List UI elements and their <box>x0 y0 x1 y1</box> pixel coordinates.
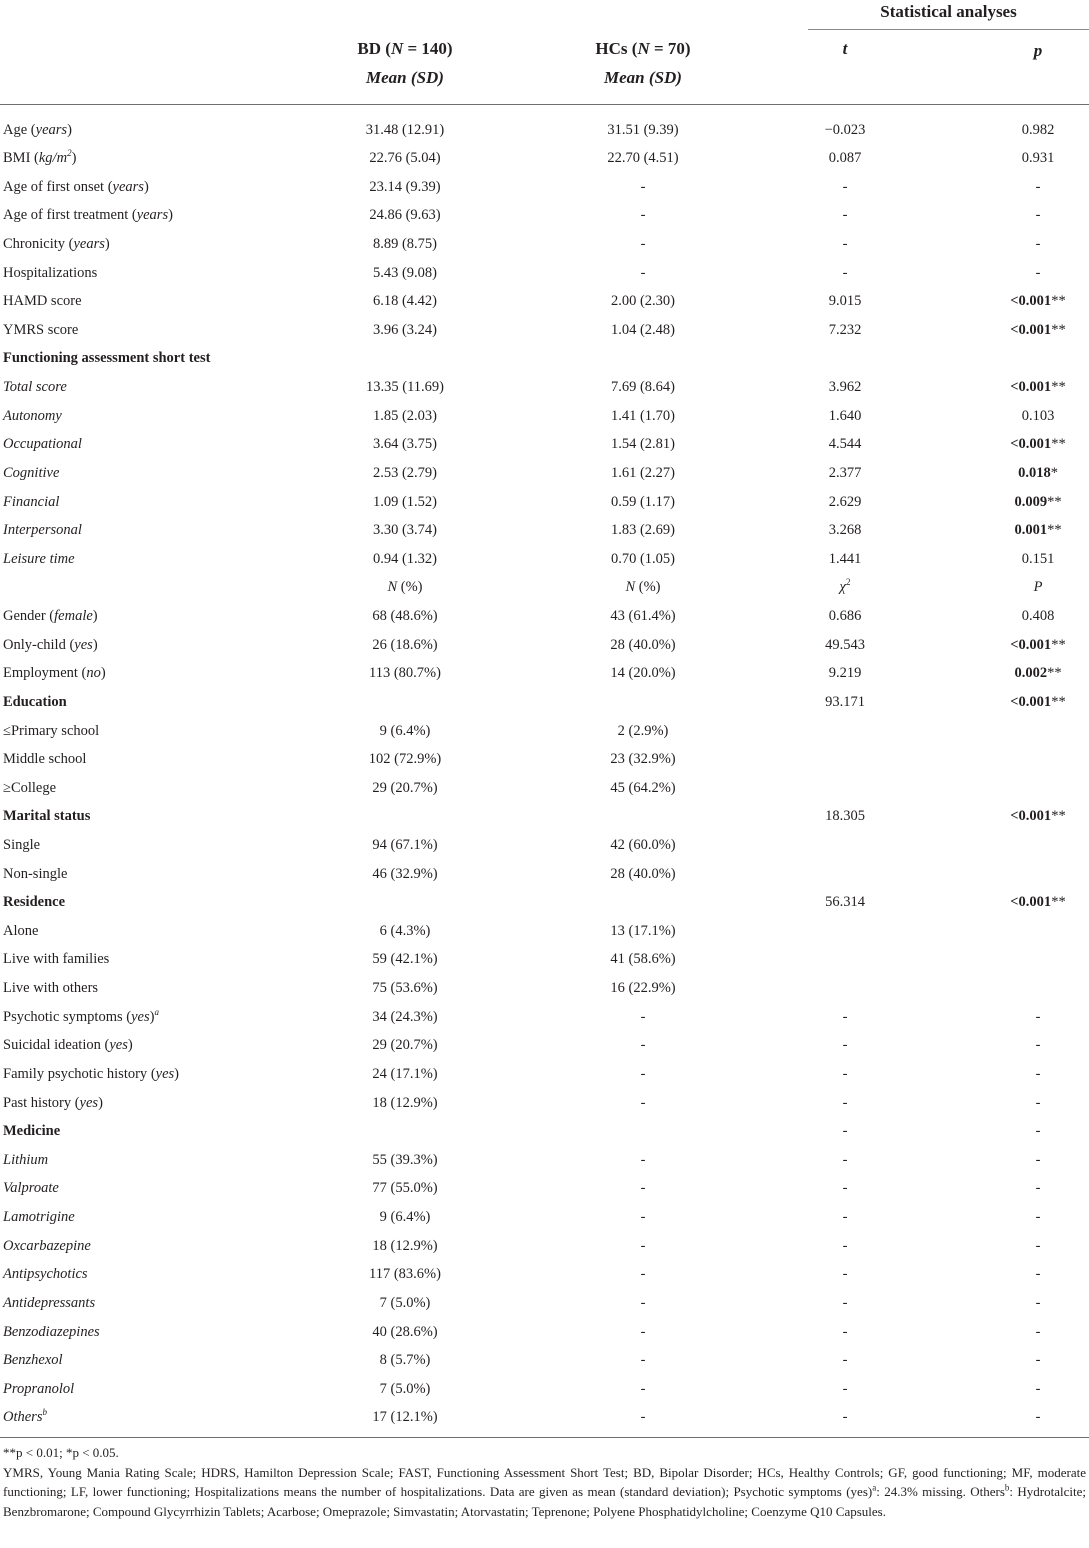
t-value: - <box>842 235 848 252</box>
p-value: 0.103 <box>1021 407 1055 424</box>
t-value: - <box>842 1409 848 1426</box>
t-value: 56.314 <box>825 894 865 911</box>
t-value: 2.629 <box>828 493 862 510</box>
bd-value: N (%) <box>387 579 423 596</box>
table-row <box>0 430 1089 459</box>
row-label: Antidepressants <box>3 1294 96 1311</box>
t-value: - <box>842 1065 848 1082</box>
hc-value: 1.54 (2.81) <box>610 436 676 453</box>
subheader-row <box>0 573 1089 602</box>
hc-value: - <box>640 264 646 281</box>
p-value: - <box>1035 1237 1041 1254</box>
row-label: Psychotic symptoms (yes)$^a$ <box>3 1006 159 1025</box>
t-value: - <box>842 1151 848 1168</box>
bd-column-header: BD (N = 140) Mean (SD) <box>357 39 453 87</box>
bd-value: 13.35 (11.69) <box>366 379 444 396</box>
row-label: Alone <box>3 922 39 939</box>
table-row <box>0 201 1089 230</box>
t-value: - <box>842 1209 848 1226</box>
hc-value: 16 (22.9%) <box>610 980 676 997</box>
table-row <box>0 1260 1089 1289</box>
p-value: - <box>1035 1380 1041 1397</box>
bd-value: 7 (5.0%) <box>379 1294 431 1311</box>
row-label: Live with others <box>3 980 99 997</box>
section-row <box>0 1117 1089 1146</box>
hc-value: - <box>640 1008 646 1025</box>
hc-value: 41 (58.6%) <box>610 951 676 968</box>
hc-value: 43 (61.4%) <box>610 608 676 625</box>
row-label: Occupational <box>3 436 82 453</box>
bd-value: 94 (67.1%) <box>372 837 438 853</box>
header-group-rule <box>808 29 1089 30</box>
row-label: Lamotrigine <box>3 1209 75 1226</box>
bd-value: 3.30 (3.74) <box>372 522 438 539</box>
t-value: 3.268 <box>828 522 862 539</box>
p-value: <0.001** <box>1010 636 1066 653</box>
bd-value: 29 (20.7%) <box>372 1037 438 1054</box>
hc-value: 1.61 (2.27) <box>610 464 676 481</box>
t-value: - <box>842 264 848 281</box>
p-value: 0.009** <box>1014 493 1062 510</box>
section-row <box>0 344 1089 373</box>
t-value: - <box>842 178 848 195</box>
p-value: <0.001** <box>1010 693 1066 710</box>
table-row <box>0 1403 1089 1432</box>
p-value: - <box>1035 1409 1041 1426</box>
table-row <box>0 1060 1089 1089</box>
row-label: ≥College <box>3 779 57 796</box>
row-label: Middle school <box>3 751 87 768</box>
row-label: Age of first onset (years) <box>3 178 149 195</box>
table-row <box>0 488 1089 517</box>
row-label: Autonomy <box>3 407 62 424</box>
t-value: 93.171 <box>825 693 865 710</box>
bd-value: 75 (53.6%) <box>372 980 438 997</box>
t-value: - <box>842 1037 848 1054</box>
bd-value: 1.09 (1.52) <box>372 493 438 510</box>
hc-value: 45 (64.2%) <box>610 779 676 796</box>
table-row <box>0 230 1089 259</box>
t-value: 9.219 <box>828 665 862 682</box>
table-row <box>0 745 1089 774</box>
p-value: - <box>1035 1094 1041 1111</box>
row-label: Benzodiazepines <box>3 1323 100 1340</box>
p-value: - <box>1035 264 1041 281</box>
p-value: <0.001** <box>1010 436 1066 453</box>
row-label: Marital status <box>3 808 91 825</box>
table-row <box>0 402 1089 431</box>
t-value: $\chi^2$ <box>839 577 851 596</box>
table-row <box>0 316 1089 345</box>
bd-value: 6 (4.3%) <box>379 922 431 939</box>
p-value: <0.001** <box>1010 379 1066 396</box>
table-row <box>0 602 1089 631</box>
table-row <box>0 945 1089 974</box>
p-value: 0.002** <box>1014 665 1062 682</box>
table-row <box>0 545 1089 574</box>
bd-value: 34 (24.3%) <box>372 1008 438 1025</box>
row-label: Propranolol <box>3 1380 75 1397</box>
bd-value: 23.14 (9.39) <box>369 178 441 195</box>
table-row <box>0 1089 1089 1118</box>
t-value: 4.544 <box>828 436 862 453</box>
bd-value: 9 (6.4%) <box>379 722 431 739</box>
row-label: Chronicity (years) <box>3 235 110 252</box>
header-rule <box>0 104 1089 105</box>
table-row <box>0 259 1089 288</box>
bd-value: 102 (72.9%) <box>368 751 442 768</box>
t-value: - <box>842 1323 848 1340</box>
p-value: - <box>1035 1123 1041 1140</box>
table-row <box>0 1318 1089 1347</box>
bd-value: 17 (12.1%) <box>372 1409 438 1426</box>
statistical-analyses-header: Statistical analyses <box>880 2 1017 21</box>
table-row <box>0 631 1089 660</box>
hc-column-header: HCs (N = 70) Mean (SD) <box>595 39 691 87</box>
row-label: Financial <box>3 493 60 510</box>
t-value: - <box>842 1380 848 1397</box>
row-label: Education <box>3 693 67 710</box>
t-value: - <box>842 207 848 224</box>
hc-value: 14 (20.0%) <box>610 665 676 682</box>
t-value: 1.441 <box>828 550 862 567</box>
bd-value: 3.96 (3.24) <box>372 321 438 338</box>
p-value: - <box>1035 1294 1041 1311</box>
table-row <box>0 917 1089 946</box>
table-row <box>0 287 1089 316</box>
row-label: Lithium <box>3 1151 49 1168</box>
t-value: 0.087 <box>828 150 862 167</box>
p-column-header: p <box>1033 41 1043 60</box>
table-row <box>0 1003 1089 1032</box>
row-label: Gender (female) <box>3 608 98 625</box>
table-row <box>0 860 1089 889</box>
hc-value: 0.59 (1.17) <box>610 493 676 510</box>
bd-value: 24.86 (9.63) <box>369 207 441 224</box>
t-value: 2.377 <box>828 464 862 481</box>
hc-value: - <box>640 1352 646 1369</box>
table-row <box>0 116 1089 145</box>
bd-value: 31.48 (12.91) <box>365 121 445 138</box>
row-label: Age (years) <box>3 121 72 138</box>
row-label: Only-child (yes) <box>3 636 98 653</box>
bd-value: 59 (42.1%) <box>372 951 438 968</box>
table-notes <box>3 1443 1086 1521</box>
table-row <box>0 516 1089 545</box>
table-row <box>0 1203 1089 1232</box>
hc-value: 28 (40.0%) <box>610 636 676 653</box>
hc-value: 1.41 (1.70) <box>610 407 676 424</box>
hc-value: - <box>640 207 646 224</box>
row-label: Total score <box>3 379 67 396</box>
row-label: Residence <box>3 894 66 911</box>
bd-value: 8 (5.7%) <box>379 1352 431 1369</box>
hc-value: - <box>640 1409 646 1426</box>
bd-value: 46 (32.9%) <box>372 865 438 882</box>
t-value: - <box>842 1123 848 1140</box>
row-label: Suicidal ideation (yes) <box>3 1037 133 1054</box>
table-row <box>0 1232 1089 1261</box>
p-value: - <box>1035 1151 1041 1168</box>
bd-value: 18 (12.9%) <box>372 1237 438 1254</box>
p-value: <0.001** <box>1010 894 1066 911</box>
t-value: - <box>842 1008 848 1025</box>
row-label: HAMD score <box>3 293 82 310</box>
p-value: - <box>1035 178 1041 195</box>
table-row <box>0 1146 1089 1175</box>
p-value: - <box>1035 1352 1041 1369</box>
bd-value: 29 (20.7%) <box>372 779 438 796</box>
t-value: −0.023 <box>824 121 866 138</box>
table-row <box>0 1031 1089 1060</box>
t-value: - <box>842 1180 848 1197</box>
bd-value: 2.53 (2.79) <box>372 464 438 481</box>
hc-value: 7.69 (8.64) <box>610 379 676 396</box>
hc-value: 1.04 (2.48) <box>610 321 676 338</box>
t-value: 18.305 <box>825 808 865 825</box>
p-value: <0.001** <box>1010 808 1066 825</box>
p-value: - <box>1035 207 1041 224</box>
bd-value: 22.76 (5.04) <box>369 150 441 167</box>
hc-value: 28 (40.0%) <box>610 865 676 882</box>
row-label: Cognitive <box>3 464 60 481</box>
table-row <box>0 1346 1089 1375</box>
hc-value: 0.70 (1.05) <box>610 550 676 567</box>
hc-value: 31.51 (9.39) <box>607 121 679 138</box>
table-row <box>0 974 1089 1003</box>
section-row <box>0 802 1089 831</box>
p-value: - <box>1035 1180 1041 1197</box>
t-value: 49.543 <box>825 636 865 653</box>
bd-value: 24 (17.1%) <box>372 1065 438 1082</box>
bd-value: 18 (12.9%) <box>372 1094 438 1111</box>
t-value: - <box>842 1094 848 1111</box>
hc-value: 1.83 (2.69) <box>610 522 676 539</box>
p-value: <0.001** <box>1010 321 1066 338</box>
p-value: - <box>1035 1266 1041 1283</box>
bd-value: 9 (6.4%) <box>379 1209 431 1226</box>
t-value: 0.686 <box>828 608 862 625</box>
bd-value: 77 (55.0%) <box>372 1180 438 1197</box>
hc-value: - <box>640 1266 646 1283</box>
table-row <box>0 373 1089 402</box>
table-row <box>0 1375 1089 1404</box>
abbreviations-note: YMRS, Young Mania Rating Scale; HDRS, Hamilton Depression Scale; FAST, Functioning Assessment Short Test; BD, Bipolar Disorder; HCs, Healthy Controls; GF, good functioning; MF, moderate functioning; LF, lower functioning; Hospitalizations means the number of hospitalizations. Data are given as mean (standard deviation); Psychotic symptoms (yes)$^a$: 24.3% missing. Others$^b$: Hydrotalcite; Benzbromarone; Compound Glycyrrhizin Tablets; Acarbose; Omeprazole; Simvastatin; Atorvastatin; Teprenone; Polyene Phosphatidylcholine; Coenzyme Q10 Capsules. <box>3 1464 1087 1519</box>
p-value: 0.001** <box>1014 522 1062 539</box>
row-label: ≤Primary school <box>3 722 100 739</box>
hc-value: - <box>640 235 646 252</box>
hc-value: - <box>640 178 646 195</box>
table-row <box>0 717 1089 746</box>
row-label: Functioning assessment short test <box>3 350 211 367</box>
t-value: 1.640 <box>828 407 862 424</box>
row-label: Valproate <box>3 1180 59 1197</box>
row-label: Hospitalizations <box>3 264 98 281</box>
bottom-rule <box>0 1437 1089 1438</box>
row-label: Benzhexol <box>3 1352 63 1369</box>
p-value: 0.408 <box>1021 608 1055 625</box>
row-label: Antipsychotics <box>3 1266 88 1283</box>
bd-value: 7 (5.0%) <box>379 1380 431 1397</box>
row-label: Non-single <box>3 865 68 882</box>
t-value: 9.015 <box>828 293 862 310</box>
bd-value: 8.89 (8.75) <box>372 235 438 252</box>
bd-value: 68 (48.6%) <box>372 608 438 625</box>
p-value: P <box>1033 579 1043 596</box>
p-value: - <box>1035 1323 1041 1340</box>
p-value: - <box>1035 1065 1041 1082</box>
p-value: 0.151 <box>1021 550 1055 567</box>
p-value: - <box>1035 1209 1041 1226</box>
row-label: Age of first treatment (years) <box>3 207 173 224</box>
row-label: Others$^b$ <box>3 1407 47 1426</box>
significance-note: **p < 0.01; *p < 0.05. <box>3 1445 119 1460</box>
hc-value: - <box>640 1094 646 1111</box>
hc-value: - <box>640 1151 646 1168</box>
hc-value: 23 (32.9%) <box>610 751 676 768</box>
p-value: - <box>1035 1008 1041 1025</box>
hc-value: - <box>640 1380 646 1397</box>
hc-value: N (%) <box>625 579 661 596</box>
bd-value: 113 (80.7%) <box>369 665 441 682</box>
hc-value: - <box>640 1209 646 1226</box>
hc-value: - <box>640 1065 646 1082</box>
table-row <box>0 459 1089 488</box>
hc-value: - <box>640 1180 646 1197</box>
row-label: Leisure time <box>3 550 75 567</box>
bd-value: 6.18 (4.42) <box>372 293 438 310</box>
hc-value: - <box>640 1294 646 1311</box>
row-label: Employment (no) <box>3 665 106 682</box>
row-label: Medicine <box>3 1123 61 1140</box>
p-value: 0.931 <box>1021 150 1055 167</box>
hc-value: 2.00 (2.30) <box>610 293 676 310</box>
bd-value: 0.94 (1.32) <box>372 550 438 567</box>
row-label: YMRS score <box>3 321 79 338</box>
table-row <box>0 173 1089 202</box>
table-row <box>0 774 1089 803</box>
row-label: Interpersonal <box>3 522 82 539</box>
row-label: Oxcarbazepine <box>3 1237 91 1254</box>
row-label: Past history (yes) <box>3 1094 103 1111</box>
t-value: - <box>842 1352 848 1369</box>
bd-value: 3.64 (3.75) <box>372 436 438 453</box>
bd-value: 26 (18.6%) <box>372 636 438 653</box>
hc-value: 22.70 (4.51) <box>607 150 679 167</box>
p-value: - <box>1035 235 1041 252</box>
hc-value: 42 (60.0%) <box>610 837 676 853</box>
row-label: Single <box>3 837 41 853</box>
row-label: Live with families <box>3 951 110 968</box>
bd-value: 1.85 (2.03) <box>372 407 438 424</box>
row-label: BMI $(kg/m^2)$ <box>3 148 77 167</box>
t-value: - <box>842 1266 848 1283</box>
table-row <box>0 831 1089 860</box>
t-value: 7.232 <box>828 321 862 338</box>
table-row <box>0 659 1089 688</box>
hc-value: - <box>640 1237 646 1254</box>
table-row <box>0 144 1089 173</box>
t-column-header: t <box>842 39 848 58</box>
p-value: <0.001** <box>1010 293 1066 310</box>
bd-value: 117 (83.6%) <box>369 1266 441 1283</box>
row-label: Family psychotic history (yes) <box>3 1065 180 1082</box>
section-row <box>0 888 1089 917</box>
p-value: - <box>1035 1037 1041 1054</box>
t-value: 3.962 <box>828 379 862 396</box>
hc-value: - <box>640 1037 646 1054</box>
hc-value: - <box>640 1323 646 1340</box>
table-row <box>0 1289 1089 1318</box>
p-value: 0.982 <box>1021 121 1055 138</box>
t-value: - <box>842 1237 848 1254</box>
bd-value: 5.43 (9.08) <box>372 264 438 281</box>
bd-value: 40 (28.6%) <box>372 1323 438 1340</box>
table-row <box>0 1174 1089 1203</box>
section-row <box>0 688 1089 717</box>
hc-value: 2 (2.9%) <box>617 722 669 739</box>
t-value: - <box>842 1294 848 1311</box>
bd-value: 55 (39.3%) <box>372 1151 438 1168</box>
p-value: 0.018* <box>1018 464 1058 481</box>
hc-value: 13 (17.1%) <box>610 922 676 939</box>
